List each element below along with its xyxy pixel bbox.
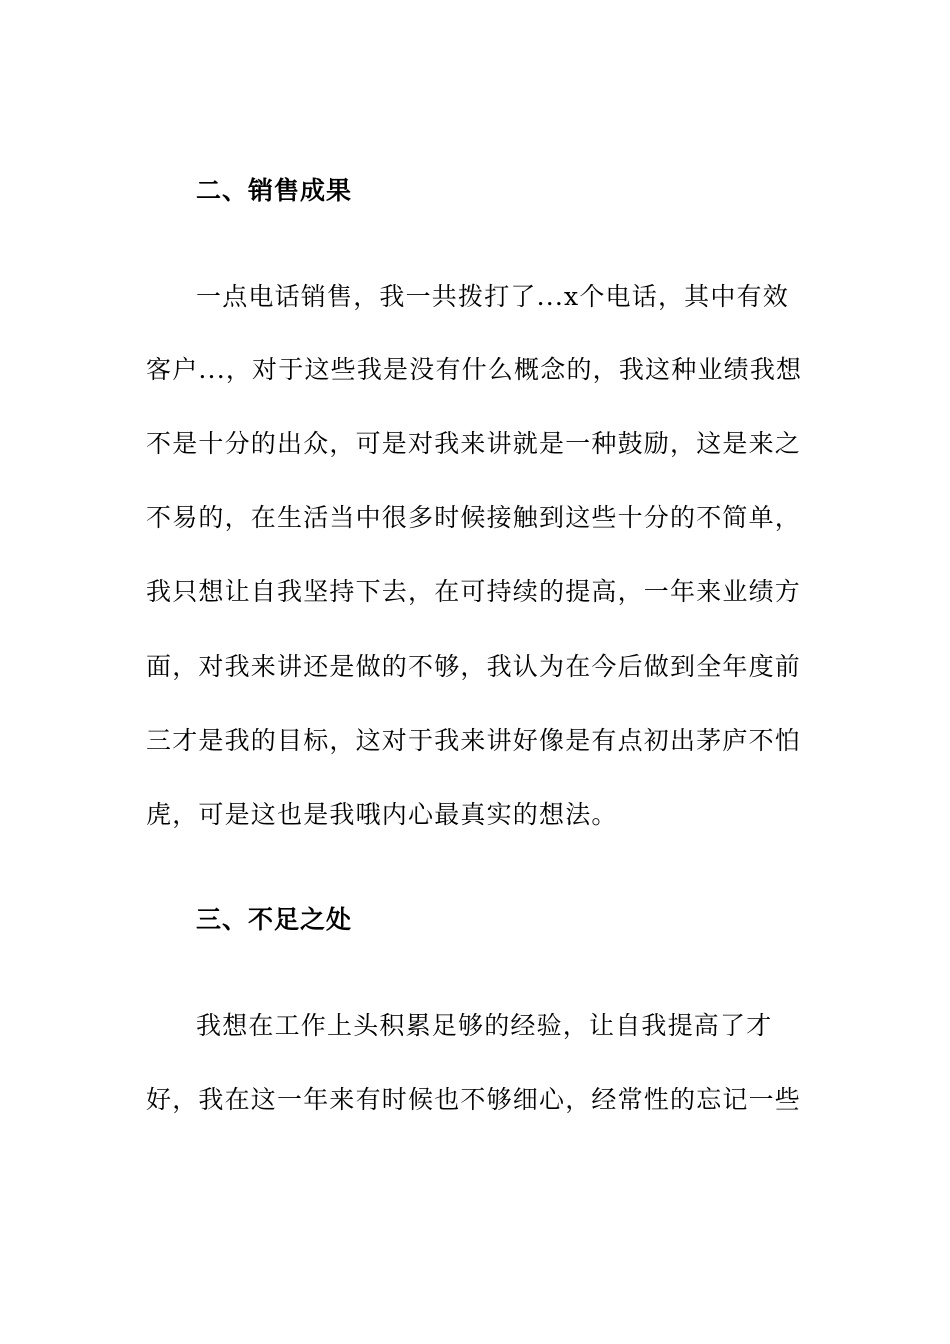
paragraph-line: 我想在工作上头积累足够的经验，让自我提高了才 <box>196 1011 773 1040</box>
paragraph-line: 我只想让自我坚持下去，在可持续的提高，一年来业绩方 <box>146 577 802 606</box>
paragraph-line: 客户...，对于这些我是没有什么概念的，我这种业绩我想 <box>146 355 803 384</box>
paragraph-line: 面，对我来讲还是做的不够，我认为在今后做到全年度前 <box>146 652 802 681</box>
paragraph-line: 一点电话销售，我一共拨打了...x个电话，其中有效 <box>196 282 789 311</box>
section-heading-shortcomings: 三、不足之处 <box>196 905 353 934</box>
paragraph-line: 三才是我的目标，这对于我来讲好像是有点初出茅庐不怕 <box>146 726 802 755</box>
section-heading-sales-results: 二、销售成果 <box>196 176 353 205</box>
paragraph-line: 虎，可是这也是我哦内心最真实的想法。 <box>146 800 618 829</box>
paragraph-line: 好，我在这一年来有时候也不够细心，经常性的忘记一些 <box>146 1085 802 1114</box>
paragraph-line: 不易的，在生活当中很多时候接触到这些十分的不简单， <box>146 503 802 532</box>
paragraph-line: 不是十分的出众，可是对我来讲就是一种鼓励，这是来之 <box>146 429 802 458</box>
